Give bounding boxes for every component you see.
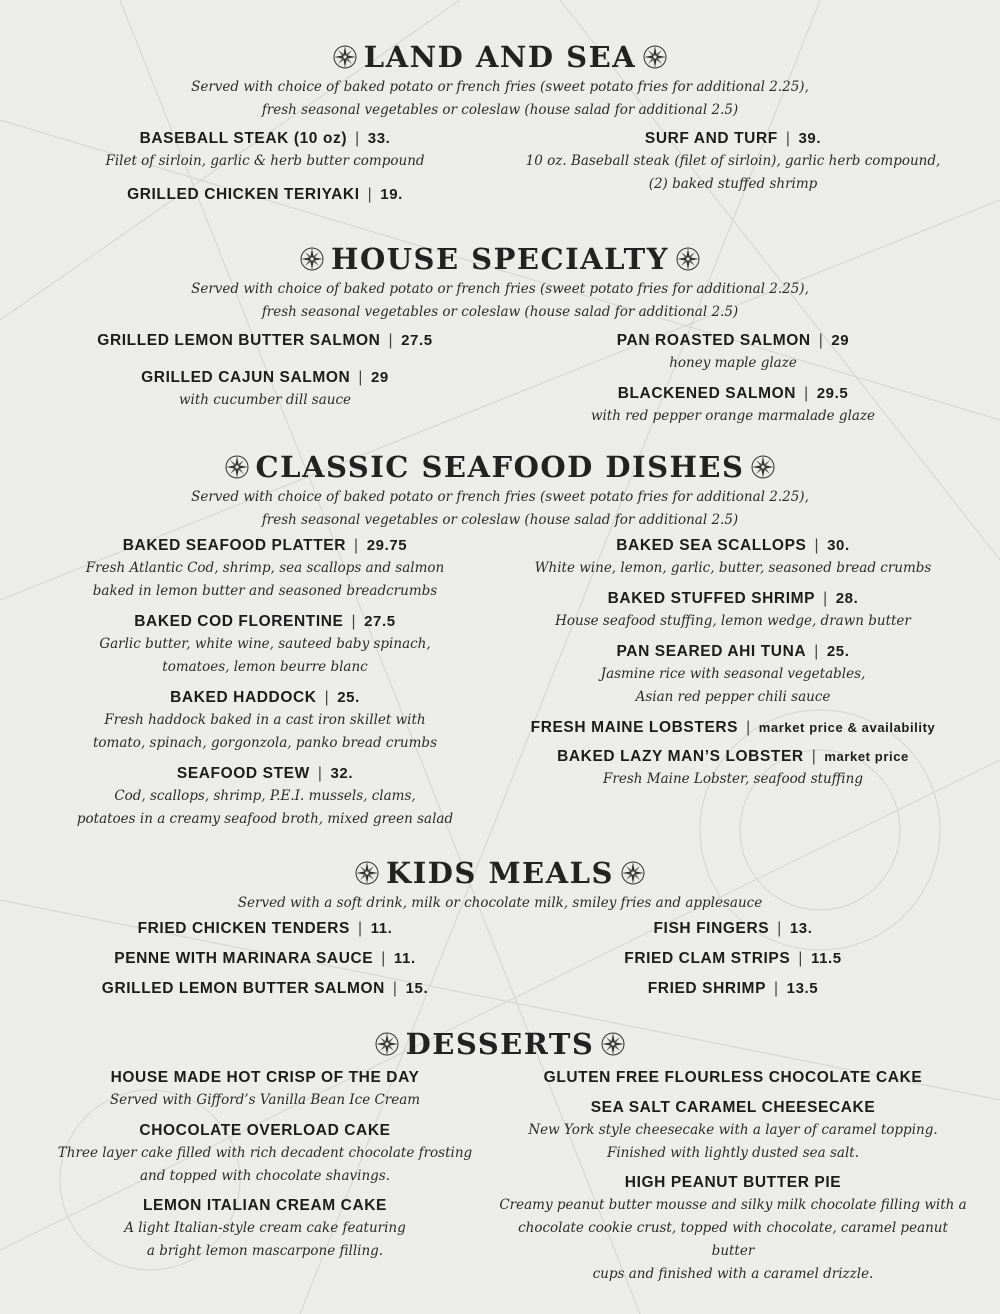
menu-item-price: market price (824, 749, 909, 764)
menu-item-description: Jasmine rice with seasonal vegetables, (600, 666, 866, 682)
section-subtitle: fresh seasonal vegetables or coleslaw (house salad for additional 2.5) (261, 304, 739, 320)
menu-item (498, 535, 968, 580)
price-separator: | (388, 332, 394, 349)
menu-item-name: HOUSE MADE HOT CRISP OF THE DAY (110, 1069, 420, 1086)
menu-item-line (30, 948, 500, 970)
price-separator: | (785, 130, 791, 147)
menu-item-name: BAKED SEA SCALLOPS (616, 537, 807, 554)
menu-item-price: 32. (330, 765, 354, 782)
menu-item (30, 367, 500, 412)
menu-item-description: A light Italian-style cream cake featuring (124, 1220, 406, 1236)
menu-item (30, 1067, 500, 1112)
menu-item (30, 978, 500, 1000)
compass-rose-icon (675, 246, 701, 272)
menu-item-line (498, 978, 968, 1000)
menu-item (30, 535, 500, 603)
menu-item-description: Cod, scallops, shrimp, P.E.I. mussels, clams, (114, 788, 416, 804)
price-separator: | (351, 613, 357, 630)
menu-item-description: honey maple glaze (669, 355, 797, 371)
menu-item (498, 128, 968, 196)
menu-item (30, 611, 500, 679)
menu-item-line (30, 330, 500, 352)
price-separator: | (804, 385, 809, 402)
menu-item-price: 33. (367, 130, 391, 147)
menu-item-name: FRIED CLAM STRIPS (624, 950, 791, 967)
menu-item (498, 948, 968, 970)
menu-item-name: BAKED LAZY MAN’S LOBSTER (557, 748, 804, 765)
menu-item-description: Asian red pepper chili sauce (635, 689, 831, 705)
menu-item-name: LEMON ITALIAN CREAM CAKE (142, 1197, 388, 1214)
section-heading (0, 448, 1000, 486)
menu-item-name: GRILLED LEMON BUTTER SALMON (97, 332, 381, 349)
menu-item-line (30, 184, 500, 206)
menu-item (30, 918, 500, 940)
menu-item-line (30, 918, 500, 940)
menu-item (30, 948, 500, 970)
compass-rose-icon (600, 1031, 626, 1057)
menu-item-description: Fresh Maine Lobster, seafood stuffing (603, 771, 863, 787)
menu-item-line (498, 1172, 968, 1194)
menu-item-name: HIGH PEANUT BUTTER PIE (624, 1174, 842, 1191)
menu-item-description: Creamy peanut butter mousse and silky milk chocolate filling with a (499, 1197, 967, 1213)
menu-item (30, 184, 500, 206)
menu-item-price: 25. (826, 643, 850, 660)
menu-item-description: cups and finished with a caramel drizzle. (592, 1266, 874, 1282)
price-separator: | (814, 537, 820, 554)
menu-item (30, 1120, 500, 1188)
menu-item-description: (2) baked stuffed shrimp (648, 176, 818, 192)
menu-item-name: PENNE WITH MARINARA SAUCE (114, 950, 374, 967)
menu-item-name: FRIED SHRIMP (647, 980, 767, 997)
menu-item-price: market price & availability (758, 720, 936, 735)
menu-item (498, 641, 968, 709)
menu-item-name: BAKED SEAFOOD PLATTER (122, 537, 347, 554)
menu-item-description: 10 oz. Baseball steak (filet of sirloin), garlic herb compound, (525, 153, 941, 169)
menu-item-name: BLACKENED SALMON (617, 385, 797, 402)
menu-item (498, 588, 968, 633)
menu-item-description: Filet of sirloin, garlic & herb butter compound (105, 153, 425, 169)
menu-item-price: 19. (380, 186, 403, 203)
menu-item-description: tomato, spinach, gorgonzola, panko bread crumbs (92, 735, 437, 751)
price-separator: | (355, 130, 360, 147)
menu-item (30, 763, 500, 831)
menu-item-price: 39. (798, 130, 822, 147)
menu-item-line (498, 717, 968, 739)
menu-item-description: potatoes in a creamy seafood broth, mixed green salad (76, 811, 454, 827)
menu-item (498, 383, 968, 428)
price-separator: | (357, 920, 363, 937)
section-heading (0, 854, 1000, 892)
menu-section-house-specialty (0, 240, 1000, 424)
section-subtitle: Served with choice of baked potato or french fries (sweet potato fries for additional 2.25), (191, 281, 809, 297)
menu-item-price: 27.5 (364, 613, 396, 630)
price-separator: | (777, 920, 782, 937)
menu-section-desserts (0, 1025, 1000, 1282)
menu-item-description: New York style cheesecake with a layer of caramel topping. (528, 1122, 938, 1138)
menu-item-name: GRILLED LEMON BUTTER SALMON (101, 980, 385, 997)
compass-rose-icon (299, 246, 325, 272)
menu-item (30, 687, 500, 755)
menu-item (498, 978, 968, 1000)
menu-item-name: BAKED COD FLORENTINE (134, 613, 344, 630)
menu-item-name: PAN SEARED AHI TUNA (616, 643, 807, 660)
menu-item-description: White wine, lemon, garlic, butter, seasoned bread crumbs (534, 560, 932, 576)
menu-item-price: 25. (337, 689, 360, 706)
menu-section-land-and-sea (0, 38, 1000, 203)
section-title: HOUSE SPECIALTY (331, 242, 669, 276)
menu-item-name: GLUTEN FREE FLOURLESS CHOCOLATE CAKE (543, 1069, 923, 1086)
menu-item-line (30, 367, 500, 389)
price-separator: | (358, 369, 363, 386)
menu-item-line (30, 687, 500, 709)
menu-item-name: BAKED HADDOCK (170, 689, 317, 706)
menu-item-line (30, 611, 500, 633)
menu-item-line (498, 1067, 968, 1089)
menu-item-line (498, 383, 968, 405)
price-separator: | (317, 765, 323, 782)
menu-item-line (30, 978, 500, 1000)
price-separator: | (811, 748, 817, 765)
section-title: DESSERTS (405, 1027, 595, 1061)
compass-rose-icon (224, 454, 250, 480)
menu-item (498, 746, 968, 791)
section-subtitle: Served with a soft drink, milk or chocolate milk, smiley fries and applesauce (237, 895, 763, 911)
menu-item-line (498, 588, 968, 610)
menu-item-line (498, 535, 968, 557)
menu-item-name: FRIED CHICKEN TENDERS (137, 920, 350, 937)
price-separator: | (746, 719, 751, 736)
menu-item-description: baked in lemon butter and seasoned breadcrumbs (92, 583, 438, 599)
menu-item-description: Finished with lightly dusted sea salt. (606, 1145, 860, 1161)
menu-item-name: SEA SALT CARAMEL CHEESECAKE (590, 1099, 876, 1116)
menu-item-price: 29 (831, 332, 850, 349)
menu-item-line (498, 330, 968, 352)
menu-item-name: BAKED STUFFED SHRIMP (607, 590, 816, 607)
menu-item-price: 29.5 (816, 385, 849, 402)
menu-item-description: with red pepper orange marmalade glaze (590, 408, 876, 424)
menu-item-price: 11.5 (810, 950, 842, 967)
menu-item (498, 330, 968, 375)
menu-item-price: 15. (405, 980, 429, 997)
menu-item-description: with cucumber dill sauce (178, 392, 352, 408)
compass-rose-icon (374, 1031, 400, 1057)
section-subtitle: Served with choice of baked potato or french fries (sweet potato fries for additional 2.25), (191, 489, 809, 505)
menu-item-description: Garlic butter, white wine, sauteed baby spinach, (99, 636, 431, 652)
menu-item-name: GRILLED CHICKEN TERIYAKI (127, 186, 360, 203)
menu-item-line (30, 1195, 500, 1217)
section-title: KIDS MEALS (386, 856, 614, 890)
section-subtitle: fresh seasonal vegetables or coleslaw (house salad for additional 2.5) (261, 102, 739, 118)
menu-item-line (30, 1120, 500, 1142)
menu-item-description: chocolate cookie crust, topped with chocolate, caramel peanut butter (518, 1220, 948, 1259)
menu-item-name: SEAFOOD STEW (176, 765, 310, 782)
menu-section-classic-seafood (0, 448, 1000, 827)
compass-rose-icon (332, 44, 358, 70)
section-heading (0, 38, 1000, 76)
menu-item-line (498, 918, 968, 940)
menu-item-description: tomatoes, lemon beurre blanc (162, 659, 368, 675)
price-separator: | (814, 643, 819, 660)
menu-item-name: SURF AND TURF (644, 130, 778, 147)
price-separator: | (354, 537, 359, 554)
menu-item-line (498, 1097, 968, 1119)
menu-item-price: 29 (370, 369, 389, 386)
menu-item-name: CHOCOLATE OVERLOAD CAKE (139, 1122, 391, 1139)
menu-item-name: GRILLED CAJUN SALMON (141, 369, 351, 386)
compass-rose-icon (642, 44, 668, 70)
menu-item-line (30, 128, 500, 150)
price-separator: | (818, 332, 824, 349)
compass-rose-icon (750, 454, 776, 480)
menu-item-line (30, 763, 500, 785)
menu-item-price: 27.5 (401, 332, 433, 349)
menu-item-price: 11. (393, 950, 416, 967)
menu-item-price: 11. (370, 920, 393, 937)
section-subtitle: fresh seasonal vegetables or coleslaw (house salad for additional 2.5) (261, 512, 739, 528)
menu-item (498, 1172, 968, 1286)
menu-item-description: Three layer cake filled with rich decadent chocolate frosting (57, 1145, 473, 1161)
menu-item-name: FISH FINGERS (653, 920, 770, 937)
menu-item-name: PAN ROASTED SALMON (616, 332, 811, 349)
menu-item-price: 29.75 (366, 537, 408, 554)
menu-item (498, 1067, 968, 1089)
menu-item (30, 1195, 500, 1263)
compass-rose-icon (354, 860, 380, 886)
menu-item-line (498, 641, 968, 663)
price-separator: | (324, 689, 330, 706)
menu-item-description: and topped with chocolate shavings. (139, 1168, 391, 1184)
menu-item-price: 13. (789, 920, 813, 937)
menu-item-price: 30. (827, 537, 850, 554)
section-title: LAND AND SEA (363, 40, 637, 74)
section-heading (0, 1025, 1000, 1063)
price-separator: | (367, 186, 373, 203)
menu-item (30, 330, 500, 352)
section-heading (0, 240, 1000, 278)
menu-section-kids-meals (0, 854, 1000, 997)
menu-item (498, 918, 968, 940)
menu-item-description: Served with Gifford’s Vanilla Bean Ice Cream (109, 1092, 421, 1108)
menu-item-line (498, 948, 968, 970)
menu-item-description: a bright lemon mascarpone filling. (146, 1243, 384, 1259)
menu-item (498, 717, 968, 739)
menu-item (498, 1097, 968, 1165)
menu-item-description: Fresh haddock baked in a cast iron skillet with (104, 712, 426, 728)
price-separator: | (392, 980, 398, 997)
menu-item-name: FRESH MAINE LOBSTERS (530, 719, 739, 736)
menu-item-description: House seafood stuffing, lemon wedge, drawn butter (555, 613, 911, 629)
menu-item-line (30, 1067, 500, 1089)
compass-rose-icon (620, 860, 646, 886)
menu-item-price: 28. (835, 590, 859, 607)
price-separator: | (823, 590, 828, 607)
price-separator: | (774, 980, 779, 997)
menu-item-line (30, 535, 500, 557)
menu-item (30, 128, 500, 173)
section-title: CLASSIC SEAFOOD DISHES (255, 450, 745, 484)
price-separator: | (381, 950, 386, 967)
menu-item-price: 13.5 (786, 980, 819, 997)
menu-item-description: Fresh Atlantic Cod, shrimp, sea scallops and salmon (85, 560, 445, 576)
menu-item-line (498, 128, 968, 150)
price-separator: | (798, 950, 803, 967)
menu-item-name: BASEBALL STEAK (10 oz) (139, 130, 348, 147)
menu-item-line (498, 746, 968, 768)
section-subtitle: Served with choice of baked potato or french fries (sweet potato fries for additional 2.25), (191, 79, 809, 95)
